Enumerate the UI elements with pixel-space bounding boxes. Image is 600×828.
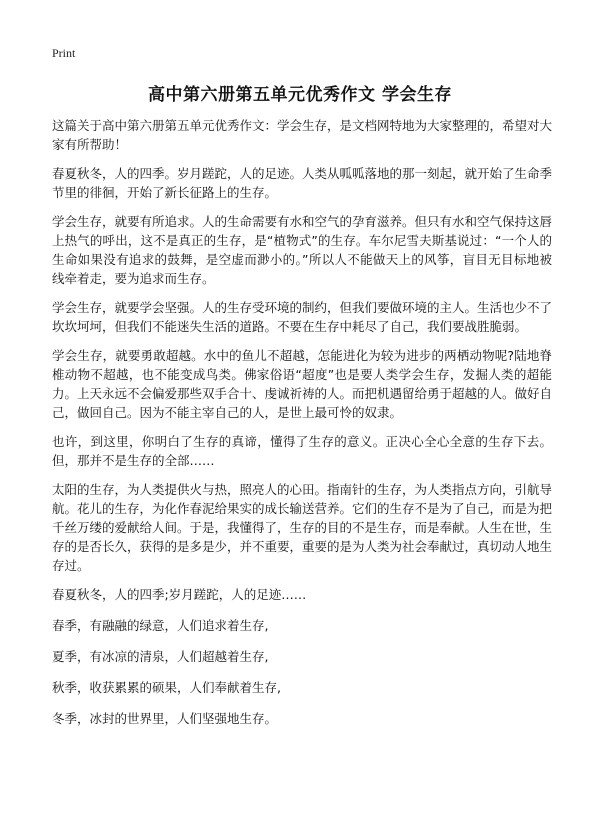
season-line-spring: 春季，有融融的绿意，人们追求着生存, — [52, 618, 269, 633]
paragraph: 太阳的生存，为人类提供火与热，照亮人的心田。指南针的生存，为人类指点方向，引航导航。花儿的生存，为化作春泥给果实的成长输送营养。它们的生存不是为了自己，而是为把千丝万缕的爱献给人间。于是，我懂得了，生存的目的不是生存，而是奉献。人生在世，生存的是否长久，获得的是多是少，并不重要，重要的是为人类为社会奉献过，真切动人地生存过。 — [52, 482, 553, 573]
document-title: 高中第六册第五单元优秀作文 学会生存 — [148, 85, 452, 105]
paragraph: 也许，到这里，你明白了生存的真谛，懂得了生存的意义。正决心全心全意的生存下去。但，那并不是生存的全部…… — [52, 434, 552, 468]
season-line-summer: 夏季，有冰凉的清泉，人们超越着生存, — [52, 649, 269, 664]
season-line-winter: 冬季，冰封的世界里，人们坚强地生存。 — [52, 711, 278, 726]
print-label: Print — [52, 46, 76, 60]
paragraph: 学会生存，就要勇敢超越。水中的鱼儿不超越，怎能进化为较为进步的两栖动物呢?陆地脊椎动物不超越，也不能变成鸟类。佛家俗语“超度”也是要人类学会生存，发掘人类的超能力。上天永远不会偏爱那些双手合十、虔诚祈祷的人。而把机遇留给勇于超越的人。做好自己，做回自己。因为不能主宰自己的人，是世上最可怜的奴隶。 — [52, 348, 553, 420]
paragraph: 春夏秋冬，人的四季。岁月蹉跎，人的足迹。人类从呱呱落地的那一刻起，就开始了生命季节里的徘徊，开始了新长征路上的生存。 — [52, 166, 553, 200]
season-line-autumn: 秋季，收获累累的硕果，人们奉献着生存, — [52, 680, 281, 695]
paragraph: 学会生存，就要学会坚强。人的生存受环境的制约，但我们要做环境的主人。生活也少不了坎坎坷坷，但我们不能迷失生活的道路。不要在生存中耗尽了自己，我们要战胜脆弱。 — [52, 300, 553, 334]
paragraph: 学会生存，就要有所追求。人的生命需要有水和空气的孕育滋养。但只有水和空气保持这唇上热气的呼出，这不是真正的生存，是“植物式”的生存。车尔尼雪夫斯基说过：“一个人的生命如果没有追求的鼓舞，是空虚而渺小的。”所以人不能做天上的风筝，盲目无目标地被线牵着走，要为追求而生存。 — [52, 214, 553, 286]
intro-paragraph: 这篇关于高中第六册第五单元优秀作文：学会生存，是文档网特地为大家整理的，希望对大家有所帮助！ — [52, 118, 553, 152]
document-body — [52, 116, 552, 740]
paragraph: 春夏秋冬，人的四季;岁月蹉跎，人的足迹…… — [52, 587, 307, 602]
